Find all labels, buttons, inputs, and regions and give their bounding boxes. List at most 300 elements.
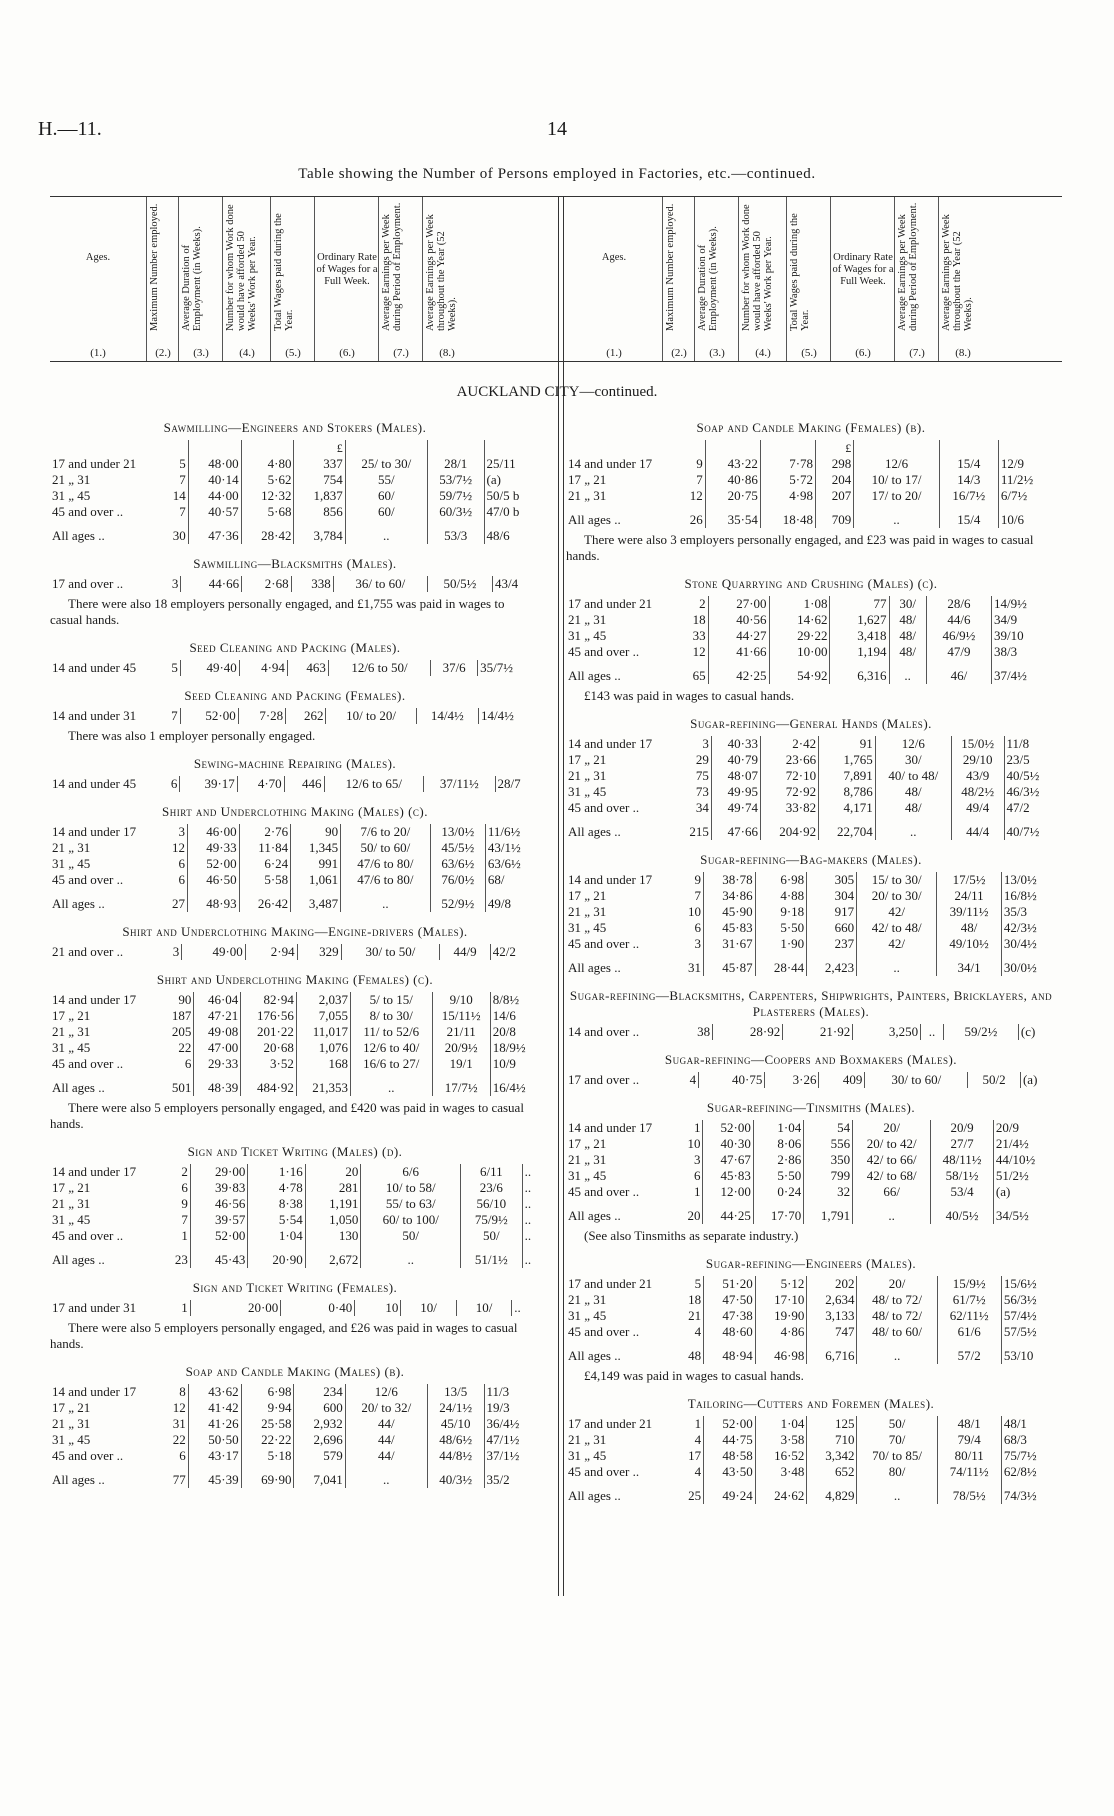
age-cell: 31 „ 45	[52, 856, 91, 871]
table-cell: 12/6	[854, 456, 940, 472]
table-cell: 1·90	[755, 936, 807, 952]
table-cell: 21/4½	[995, 1136, 1029, 1151]
table-cell: 61/6	[937, 1324, 1001, 1340]
table-row	[50, 1164, 540, 1180]
table-cell: 1,194	[830, 644, 889, 660]
total-row	[50, 888, 540, 912]
table-cell: 11/ to 52/6	[351, 1024, 432, 1040]
table-cell: 10	[678, 904, 704, 920]
table-cell: 12/6 to 50/	[328, 660, 430, 676]
table-cell: 1	[678, 1184, 703, 1200]
section-heading: Sugar-refining—Tinsmiths (Males).	[706, 1100, 916, 1115]
table-cell: 57/2	[937, 1340, 1001, 1364]
table-cell: 12/6	[875, 736, 951, 752]
table-cell: 7	[162, 504, 188, 520]
section-heading: Soap and Candle Making (Males) (b).	[185, 1364, 405, 1379]
table-cell: 4	[678, 1432, 704, 1448]
table-cell: 20/	[857, 1276, 937, 1292]
column-header-8	[938, 197, 987, 361]
table-cell: 6/6	[361, 1164, 461, 1180]
table-cell: 49·00	[182, 944, 246, 960]
table-cell: 53/3	[427, 520, 484, 544]
table-cell: 48·00	[188, 456, 241, 472]
table-cell: 40/7½	[1006, 824, 1040, 839]
table-cell: 187	[162, 1008, 194, 1024]
age-cell: 21 „ 31	[52, 1416, 91, 1431]
table-cell: 45·83	[704, 920, 756, 936]
age-cell: 17 „ 21	[568, 752, 607, 767]
age-cell: 31 „ 45	[52, 1040, 91, 1055]
table-cell: 45·90	[704, 904, 756, 920]
column-header-4	[222, 197, 271, 361]
table-cell: 48·60	[704, 1324, 756, 1340]
age-cell: 45 and over ..	[568, 1464, 640, 1479]
table-cell: 754	[294, 472, 345, 488]
age-cell: All ages ..	[52, 1472, 105, 1487]
age-cell: 17 and under 31	[52, 1300, 137, 1315]
table-cell: 15/0½	[951, 736, 1004, 752]
table-cell: 58/1½	[931, 1168, 994, 1184]
column-number: (6.)	[339, 347, 355, 359]
table-cell: 20/ to 42/	[853, 1136, 931, 1152]
table-cell: 45/10	[427, 1416, 484, 1432]
section-heading: Shirt and Underclothing Making (Males) (c).	[162, 804, 428, 819]
table-row	[50, 776, 540, 792]
table-cell: 80/11	[937, 1448, 1001, 1464]
currency-symbol: £	[294, 440, 345, 456]
table-cell: 42/ to 68/	[853, 1168, 931, 1184]
column-header-7	[894, 197, 939, 361]
age-cell: 14 and under 45	[52, 660, 137, 675]
table-cell: 6,316	[830, 660, 889, 684]
table-cell: 25/11	[486, 456, 516, 471]
table-cell: 72·92	[760, 784, 818, 800]
section-note: £143 was paid in wages to casual hands.	[584, 688, 795, 703]
column-header-5	[270, 197, 315, 361]
page-number: 14	[547, 118, 567, 140]
table-cell: 52·00	[703, 1120, 753, 1136]
age-cell: 14 and under 31	[52, 708, 137, 723]
table-cell: 6	[162, 856, 188, 872]
column-number: (4.)	[239, 347, 255, 359]
table-cell: 49/4	[951, 800, 1004, 816]
table-cell: 237	[807, 936, 857, 952]
table-cell: 13/5	[427, 1384, 484, 1400]
table-cell: 5·50	[755, 920, 807, 936]
table-cell: 2·68	[242, 576, 292, 592]
table-cell	[241, 440, 294, 456]
table-cell: 48/1	[937, 1416, 1001, 1432]
table-cell: 47·38	[704, 1308, 756, 1324]
table-cell: 23·66	[760, 752, 818, 768]
table-cell: 17·70	[753, 1200, 803, 1224]
table-cell: 12·00	[703, 1184, 753, 1200]
table-cell: 48·94	[704, 1340, 756, 1364]
age-cell: 14 and under 17	[568, 872, 653, 887]
table-cell: 49·95	[711, 784, 760, 800]
table-section	[50, 924, 540, 960]
section-table	[566, 1120, 1056, 1224]
table-cell: 29·22	[769, 628, 830, 644]
table-cell: 40/5½	[1006, 768, 1040, 783]
table-cell: 10/6	[1000, 512, 1025, 527]
table-cell: 304	[807, 888, 857, 904]
age-cell: 21 „ 31	[568, 1432, 607, 1447]
age-cell: 45 and over ..	[568, 644, 640, 659]
table-cell: 30/4½	[1003, 936, 1037, 951]
currency-symbol: £	[816, 440, 854, 456]
table-cell: ..	[341, 888, 431, 912]
table-cell: 7	[162, 1212, 190, 1228]
column-header-label: Average Duration of Employment (in Weeks).	[697, 226, 719, 331]
table-cell: 44/9	[440, 944, 491, 960]
table-cell: 2,634	[807, 1292, 857, 1308]
table-cell: ..	[875, 816, 951, 840]
total-row	[566, 1200, 1056, 1224]
table-cell: 4·86	[755, 1324, 807, 1340]
table-cell: 17	[678, 1448, 704, 1464]
table-cell: 168	[296, 1056, 350, 1072]
column-number: (5.)	[285, 347, 301, 359]
table-cell: 8·38	[248, 1196, 305, 1212]
table-cell: 281	[305, 1180, 361, 1196]
table-cell: 1,061	[291, 872, 341, 888]
table-cell	[345, 440, 427, 456]
table-cell: 35·54	[705, 504, 760, 528]
table-cell: 10	[678, 1136, 703, 1152]
table-cell: 47/6 to 80/	[341, 856, 431, 872]
table-cell: 1·08	[769, 596, 830, 612]
table-cell: 43·50	[704, 1464, 756, 1480]
table-cell: 3·48	[755, 1464, 807, 1480]
table-cell: 35/7½	[480, 660, 513, 675]
table-cell: 8·06	[753, 1136, 803, 1152]
section-table	[50, 992, 540, 1096]
table-cell: 48/	[889, 628, 926, 644]
table-cell: 55/	[345, 472, 427, 488]
table-cell: 37/6	[431, 660, 478, 676]
table-cell: 3	[678, 1152, 703, 1168]
table-cell: 49/10½	[937, 936, 1002, 952]
table-cell: 709	[816, 504, 854, 528]
table-cell: 49·40	[180, 660, 239, 676]
table-cell: 2,932	[294, 1416, 345, 1432]
table-cell	[705, 440, 760, 456]
table-cell: 12	[162, 1400, 188, 1416]
table-row	[566, 1432, 1056, 1448]
table-cell: 5·68	[241, 504, 294, 520]
table-row	[566, 1136, 1056, 1152]
table-cell: ..	[857, 1340, 937, 1364]
table-cell: 40·56	[708, 612, 769, 628]
section-heading: Seed Cleaning and Packing (Males).	[189, 640, 401, 655]
table-cell: 7,041	[294, 1464, 345, 1488]
table-cell: 40·30	[703, 1136, 753, 1152]
table-cell: 35/3	[1003, 904, 1028, 919]
table-cell: 5	[162, 660, 180, 676]
table-cell: 16/4½	[492, 1080, 526, 1095]
table-cell: 48/6½	[427, 1432, 484, 1448]
table-cell: 338	[291, 576, 333, 592]
age-cell: 17 and under 21	[568, 596, 653, 611]
table-cell: ..	[351, 1072, 432, 1096]
table-cell: 41·26	[188, 1416, 241, 1432]
table-cell: 44/10½	[995, 1152, 1036, 1167]
table-cell: 33	[678, 628, 708, 644]
column-header-label: Total Wages paid during the Year.	[273, 213, 295, 331]
table-cell: 47·66	[711, 816, 760, 840]
table-row	[50, 872, 540, 888]
age-cell: 45 and over ..	[52, 504, 124, 519]
table-cell: 1,791	[804, 1200, 853, 1224]
table-cell: 47/9	[926, 644, 991, 660]
age-cell: 21 „ 31	[52, 840, 91, 855]
table-cell: 6	[678, 1168, 703, 1184]
table-cell: 6	[162, 1448, 188, 1464]
table-cell: 45/5½	[430, 840, 485, 856]
total-row	[566, 952, 1056, 976]
age-cell: 31 „ 45	[568, 1448, 607, 1463]
table-cell: 44/	[345, 1416, 427, 1432]
age-cell: All ages ..	[568, 1348, 621, 1363]
table-cell: 46/9½	[926, 628, 991, 644]
table-cell: 37/11½	[424, 776, 495, 792]
table-cell: ..	[524, 1252, 532, 1267]
table-cell: 62/11½	[937, 1308, 1001, 1324]
table-row	[50, 660, 540, 676]
table-cell: 9·18	[755, 904, 807, 920]
table-cell: 7	[678, 472, 705, 488]
table-cell: 9/10	[432, 992, 490, 1008]
table-cell: 1·16	[248, 1164, 305, 1180]
age-cell: 31 „ 45	[568, 784, 607, 799]
table-cell: 5·50	[753, 1168, 803, 1184]
table-row	[50, 1196, 540, 1212]
column-header-8	[422, 197, 471, 361]
table-row	[50, 576, 540, 592]
table-cell: 42·25	[708, 660, 769, 684]
table-cell: 66/	[853, 1184, 931, 1200]
table-cell: 30/0½	[1003, 960, 1037, 975]
age-cell: 21 „ 31	[568, 488, 607, 503]
table-section	[50, 1144, 540, 1268]
table-cell	[939, 440, 998, 456]
table-cell: 917	[807, 904, 857, 920]
section-heading: Sign and Ticket Writing (Males) (d).	[187, 1144, 403, 1159]
table-cell: 11/6½	[487, 824, 521, 839]
table-cell	[760, 440, 815, 456]
total-row	[566, 504, 1056, 528]
table-cell: 1·04	[753, 1120, 803, 1136]
table-row	[566, 612, 1056, 628]
table-cell: 446	[284, 776, 324, 792]
table-cell: 202	[807, 1276, 857, 1292]
column-header-label: Ages.	[85, 252, 111, 263]
table-cell: 14	[162, 488, 188, 504]
table-cell: 463	[287, 660, 328, 676]
table-cell: 710	[807, 1432, 857, 1448]
age-cell: 17 „ 21	[568, 888, 607, 903]
table-cell: 9	[678, 456, 705, 472]
table-cell: 42/	[857, 936, 937, 952]
table-cell: 176·56	[241, 1008, 297, 1024]
table-cell: 38·78	[704, 872, 756, 888]
table-cell: 40·79	[711, 752, 760, 768]
table-cell: 70/	[857, 1432, 937, 1448]
table-cell: 23	[162, 1244, 190, 1268]
table-cell: 69·90	[241, 1464, 294, 1488]
column-header-6	[314, 197, 379, 361]
currency-row	[566, 440, 1056, 456]
table-cell: ..	[524, 1164, 532, 1179]
table-cell: 51·20	[704, 1276, 756, 1292]
table-cell: 660	[807, 920, 857, 936]
table-cell: 10/9	[492, 1056, 516, 1071]
table-cell: 19·90	[755, 1308, 807, 1324]
table-row	[566, 472, 1056, 488]
table-cell: 76/0½	[430, 872, 485, 888]
table-row	[566, 596, 1056, 612]
column-number: (8.)	[439, 347, 455, 359]
section-heading: Shirt and Underclothing Making (Females) (c).	[156, 972, 434, 987]
column-header-label: Maximum Number employed.	[149, 203, 160, 331]
table-cell: 215	[678, 816, 711, 840]
table-cell: 16·52	[755, 1448, 807, 1464]
table-row	[50, 824, 540, 840]
age-cell: 31 „ 45	[52, 488, 91, 503]
table-cell: 2·94	[245, 944, 297, 960]
column-header-2	[146, 197, 179, 361]
table-cell: 5·72	[760, 472, 815, 488]
table-cell: 30/ to 50/	[341, 944, 440, 960]
column-header-label: Ages.	[601, 252, 627, 263]
table-cell: 8	[162, 1384, 188, 1400]
table-section	[566, 1256, 1056, 1384]
table-cell: 3	[678, 736, 711, 752]
age-cell: 14 and under 17	[568, 1120, 653, 1135]
table-cell: 57/4½	[1003, 1308, 1037, 1323]
table-cell: 49·24	[704, 1480, 756, 1504]
table-cell: 20/ to 32/	[345, 1400, 427, 1416]
column-header-1	[566, 197, 662, 361]
table-cell: 46·04	[194, 992, 241, 1008]
section-table	[50, 776, 540, 792]
age-cell: 17 „ 21	[52, 1180, 91, 1195]
table-row	[566, 920, 1056, 936]
table-cell: 46·98	[755, 1340, 807, 1364]
table-cell: 9·94	[241, 1400, 294, 1416]
table-cell: 29/10	[951, 752, 1004, 768]
table-cell: 19/3	[486, 1400, 510, 1415]
table-cell: ..	[854, 504, 940, 528]
age-cell: All ages ..	[568, 824, 621, 839]
table-cell: 47·00	[194, 1040, 241, 1056]
column-number: (3.)	[709, 347, 725, 359]
table-cell: 14·62	[769, 612, 830, 628]
table-cell: 34/1	[937, 952, 1002, 976]
table-cell: 91	[819, 736, 876, 752]
table-row	[566, 752, 1056, 768]
table-cell: 4	[678, 1324, 704, 1340]
table-cell: 15/4	[939, 504, 998, 528]
section-note: £4,149 was paid in wages to casual hands.	[584, 1368, 804, 1383]
table-cell: 26	[678, 504, 705, 528]
table-row	[50, 1180, 540, 1196]
age-cell: All ages ..	[568, 1488, 621, 1503]
age-cell: 14 and under 17	[568, 456, 653, 471]
table-cell: 43·22	[705, 456, 760, 472]
table-cell: 1	[678, 1120, 703, 1136]
table-title: Table showing the Number of Persons employed in Factories, etc.—continued.	[298, 166, 816, 182]
table-cell: 49·74	[711, 800, 760, 816]
table-row	[50, 1448, 540, 1464]
table-row	[566, 736, 1056, 752]
table-cell: 41·42	[188, 1400, 241, 1416]
table-cell: 207	[816, 488, 854, 504]
table-cell: 47·21	[194, 1008, 241, 1024]
table-cell: 799	[804, 1168, 853, 1184]
column-header-label: Average Earnings per Week during Period of Employment.	[381, 202, 403, 331]
table-cell: 35/2	[486, 1472, 510, 1487]
column-header-label: Ordinary Rate of Wages for a Full Week.	[316, 252, 378, 287]
table-cell: 49/8	[487, 896, 512, 911]
section-heading: Tailoring—Cutters and Foremen (Males).	[687, 1396, 935, 1411]
table-cell: 16/7½	[939, 488, 998, 504]
table-cell: 73	[678, 784, 711, 800]
table-cell: 1	[678, 1416, 704, 1432]
table-cell: 6/7½	[1000, 488, 1028, 503]
table-cell: 25·58	[241, 1416, 294, 1432]
total-row	[50, 520, 540, 544]
table-cell: 11,017	[296, 1024, 350, 1040]
table-cell: 40·33	[711, 736, 760, 752]
table-cell: 39·83	[190, 1180, 247, 1196]
table-cell: 10/ to 58/	[361, 1180, 461, 1196]
table-cell: 63/6½	[430, 856, 485, 872]
column-number: (7.)	[393, 347, 409, 359]
table-row	[50, 1056, 540, 1072]
section-table	[566, 736, 1056, 840]
table-cell: 7	[162, 472, 188, 488]
age-cell: 21 „ 31	[568, 1152, 607, 1167]
table-cell: 79/4	[937, 1432, 1001, 1448]
section-heading: Sugar-refining—Bag-makers (Males).	[700, 852, 922, 867]
table-cell: 36/ to 60/	[333, 576, 427, 592]
table-section	[50, 804, 540, 912]
table-cell: 27	[162, 888, 188, 912]
table-cell: 11·84	[239, 840, 291, 856]
table-cell	[484, 440, 540, 456]
table-cell: 298	[816, 456, 854, 472]
table-cell: 4,829	[807, 1480, 857, 1504]
table-cell: 39/11½	[937, 904, 1002, 920]
section-heading: Shirt and Underclothing Making—Engine-drivers (Males).	[122, 924, 468, 939]
table-cell: 20/9½	[432, 1040, 490, 1056]
table-cell: 14/9½	[994, 596, 1027, 611]
section-heading: Sugar-refining—Coopers and Boxmakers (Males).	[664, 1052, 958, 1067]
age-cell: 14 and under 17	[52, 1384, 137, 1399]
table-cell: 50/	[857, 1416, 937, 1432]
table-cell: 60/	[345, 488, 427, 504]
table-row	[50, 504, 540, 520]
table-cell: 6	[162, 872, 188, 888]
table-cell: 48·07	[711, 768, 760, 784]
column-separator	[558, 196, 564, 1596]
table-cell: 46·00	[188, 824, 240, 840]
table-row	[50, 1040, 540, 1056]
section-heading: Stone Quarrying and Crushing (Males) (c).	[684, 576, 938, 591]
table-cell: 6·24	[239, 856, 291, 872]
